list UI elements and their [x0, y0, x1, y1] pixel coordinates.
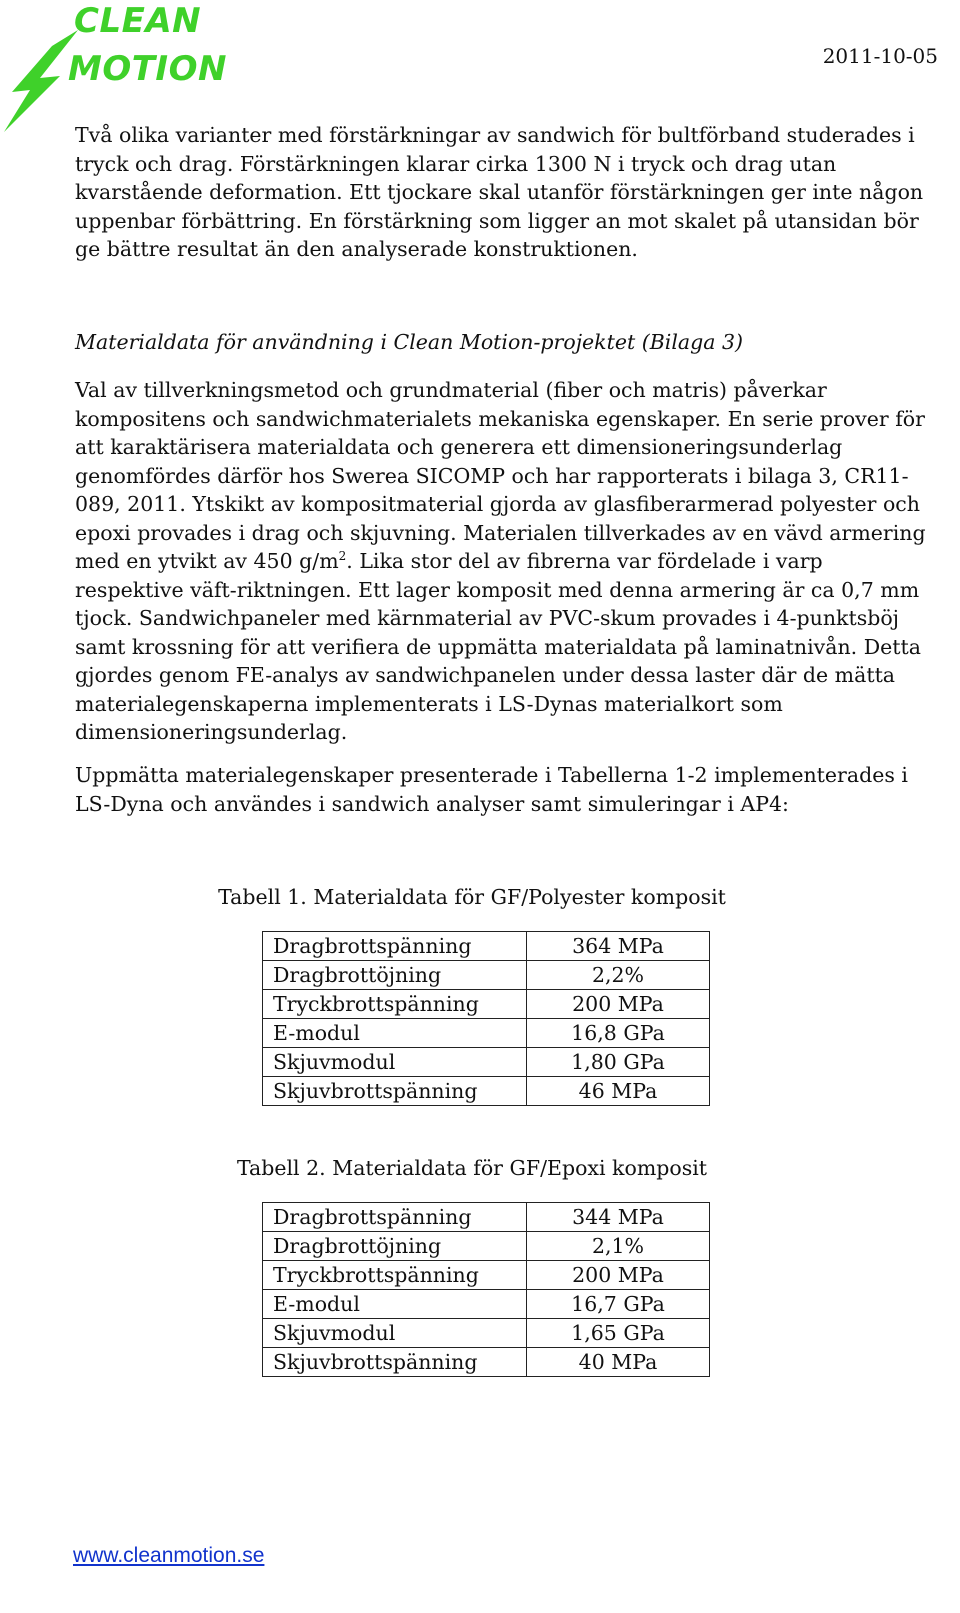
table-1-caption: Tabell 1. Materialdata för GF/Polyester komposit: [218, 885, 726, 909]
table-row: [263, 1077, 710, 1106]
table-cell-property: Dragbrottspänning: [263, 932, 527, 961]
table-cell-property: Skjuvbrottspänning: [263, 1077, 527, 1106]
table-row: [263, 932, 710, 961]
table-cell-property: Dragbrottöjning: [263, 1232, 527, 1261]
section-paragraph-part2: . Lika stor del av fibrerna var fördelade i varp respektive väft-riktningen. Ett lager komposit med denna armering är ca 0,7 mm tjock. Sandwichpaneler med kärnmaterial av PVC-skum provades i 4-punktsböj samt krossning för att verifiera de uppmätta materialdata på laminatnivån. Detta gjordes genom FE-analys av sandwichpanelen under dessa laster där de mätta materialegenskaperna implementerats i LS-Dynas materialkort som dimensioneringsunderlag.: [75, 549, 921, 744]
table-cell-value: 2,2%: [527, 961, 710, 990]
table-cell-property: Skjuvbrottspänning: [263, 1348, 527, 1377]
website-link[interactable]: www.cleanmotion.se: [73, 1544, 265, 1567]
table-cell-value: 344 MPa: [527, 1203, 710, 1232]
table-cell-value: 2,1%: [527, 1232, 710, 1261]
table-row: [263, 1048, 710, 1077]
logo-text-motion: MOTION: [68, 49, 227, 89]
section-heading: Materialdata för användning i Clean Motion-projektet (Bilaga 3): [75, 330, 744, 354]
table-1: [262, 931, 710, 1106]
table-cell-value: 16,8 GPa: [527, 1019, 710, 1048]
table-cell-value: 1,65 GPa: [527, 1319, 710, 1348]
table-cell-value: 16,7 GPa: [527, 1290, 710, 1319]
section-paragraph: [75, 376, 935, 747]
table-cell-property: Tryckbrottspänning: [263, 1261, 527, 1290]
table-row: [263, 990, 710, 1019]
table-row: [263, 961, 710, 990]
table-row: [263, 1203, 710, 1232]
company-logo: [0, 0, 240, 140]
table-cell-property: Dragbrottöjning: [263, 961, 527, 990]
superscript-2: 2: [338, 549, 347, 564]
logo-text-clean: CLEAN: [74, 1, 202, 41]
table-cell-value: 200 MPa: [527, 990, 710, 1019]
table-cell-property: Skjuvmodul: [263, 1048, 527, 1077]
table-cell-property: E-modul: [263, 1019, 527, 1048]
table-row: [263, 1019, 710, 1048]
table-row: [263, 1319, 710, 1348]
table-cell-value: 1,80 GPa: [527, 1048, 710, 1077]
table-2-caption: Tabell 2. Materialdata för GF/Epoxi komposit: [236, 1156, 708, 1180]
table-cell-value: 40 MPa: [527, 1348, 710, 1377]
intro-paragraph: Två olika varianter med förstärkningar av sandwich för bultförband studerades i tryck och drag. Förstärkningen klarar cirka 1300 N i tryck och drag utan kvarstående deformation. Ett tjockare skal utanför förstärkningen ger inte någon uppenbar förbättring. En förstärkning som ligger an mot skalet på utansidan bör ge bättre resultat än den analyserade konstruktionen.: [75, 123, 924, 261]
table-cell-property: E-modul: [263, 1290, 527, 1319]
table-cell-value: 200 MPa: [527, 1261, 710, 1290]
table-2: [262, 1202, 710, 1377]
table-cell-value: 364 MPa: [527, 932, 710, 961]
table-cell-property: Dragbrottspänning: [263, 1203, 527, 1232]
section-paragraph-2: Uppmätta materialegenskaper presenterade i Tabellerna 1-2 implementerades i LS-Dyna och användes i sandwich analyser samt simuleringar i AP4:: [75, 763, 908, 816]
document-date: 2011-10-05: [822, 44, 938, 68]
section-paragraph-part1: Val av tillverkningsmetod och grundmaterial (fiber och matris) påverkar kompositens och sandwichmaterialets mekaniska egenskaper. En serie prover för att karaktärisera materialdata och generera ett dimensioneringsunderlag genomfördes därför hos Swerea SICOMP och har rapporterats i bilaga 3, CR11-089, 2011. Ytskikt av kompositmaterial gjorda av glasfiberarmerad polyester och epoxi provades i drag och skjuvning. Materialen tillverkades av en vävd armering med en ytvikt av 450 g/m: [75, 378, 926, 573]
table-cell-property: Skjuvmodul: [263, 1319, 527, 1348]
table-row: [263, 1232, 710, 1261]
table-cell-value: 46 MPa: [527, 1077, 710, 1106]
table-cell-property: Tryckbrottspänning: [263, 990, 527, 1019]
table-row: [263, 1261, 710, 1290]
table-row: [263, 1290, 710, 1319]
table-row: [263, 1348, 710, 1377]
